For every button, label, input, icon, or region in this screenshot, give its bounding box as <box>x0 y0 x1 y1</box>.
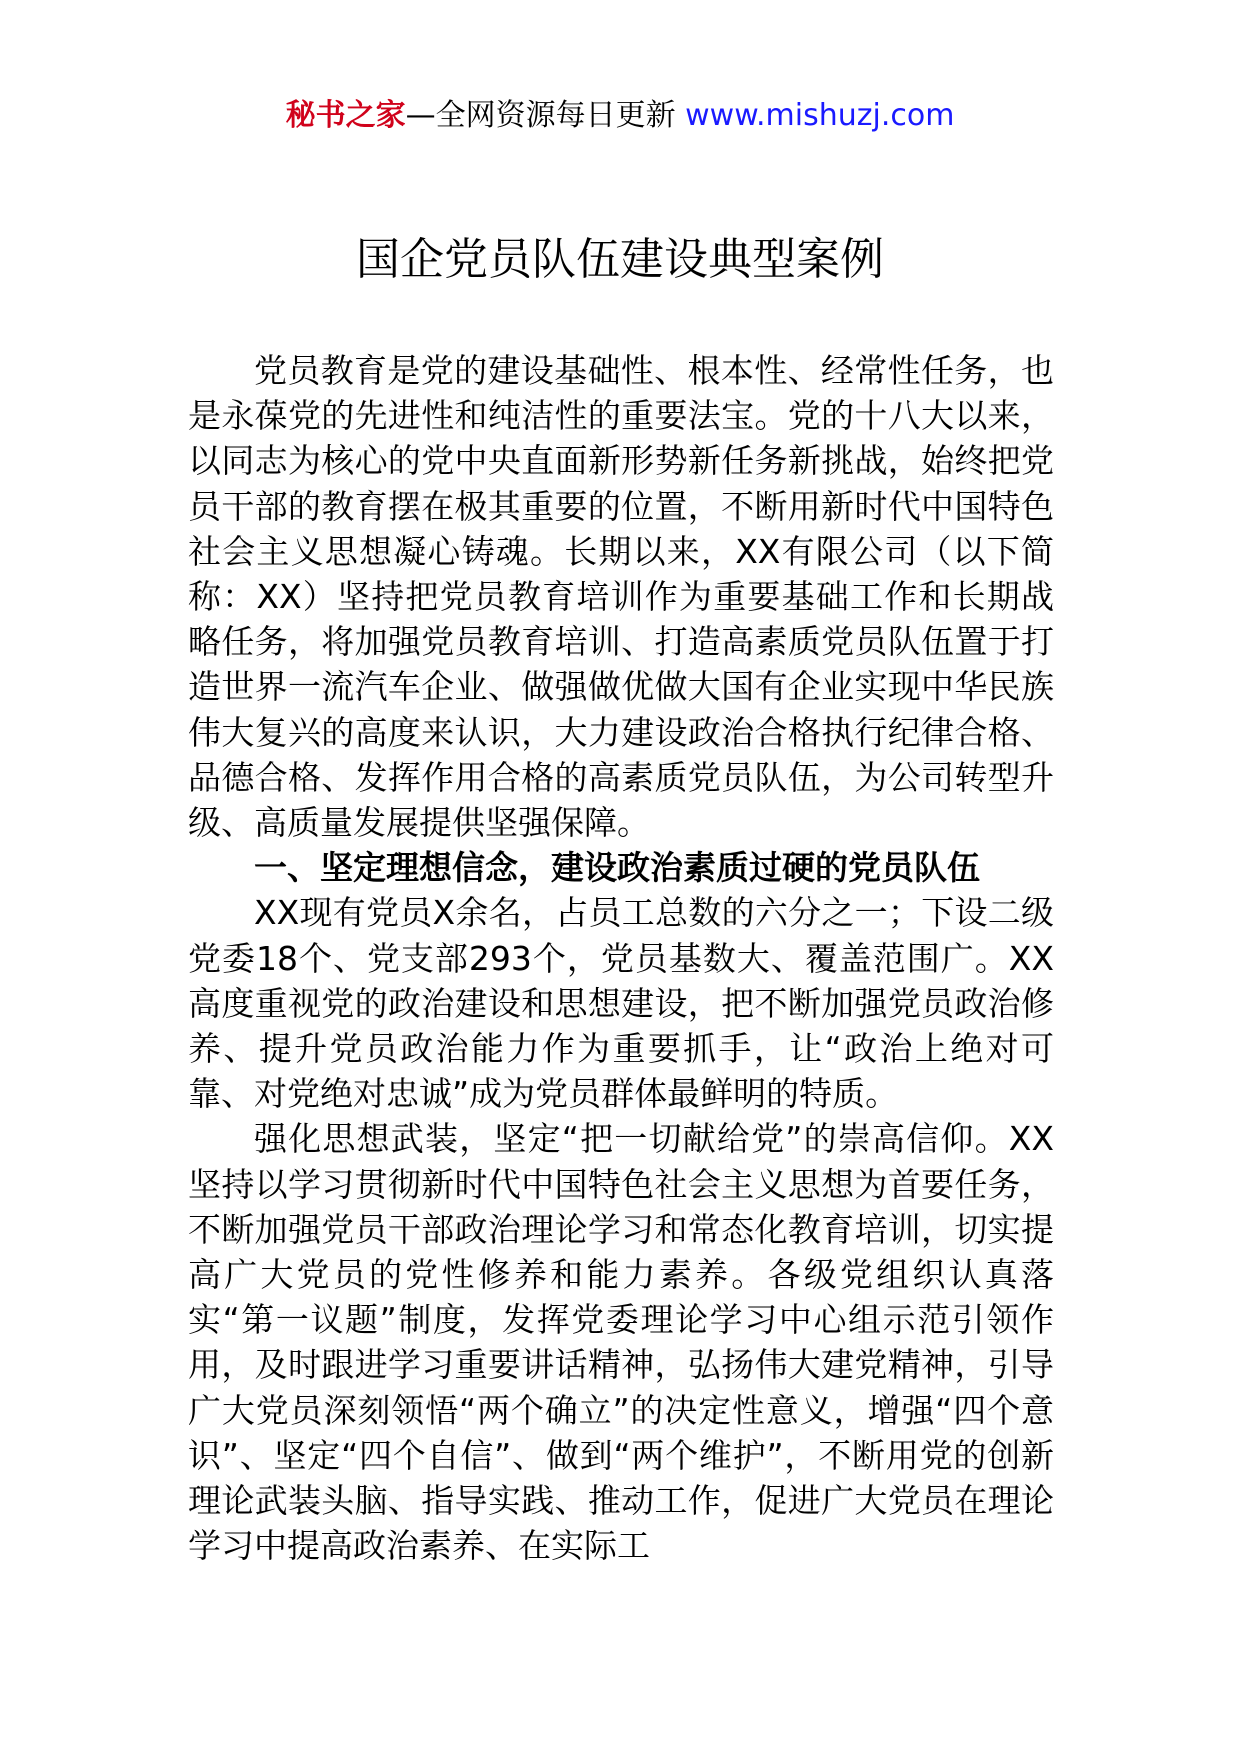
site-tagline: —全网资源每日更新 <box>405 98 676 133</box>
site-banner <box>0 96 1240 136</box>
site-url-link[interactable]: www.mishuzj.com <box>685 98 955 133</box>
section-heading: 一、坚定理想信念，建设政治素质过硬的党员队伍 <box>254 848 980 888</box>
document-title: 国企党员队伍建设典型案例 <box>356 234 884 285</box>
site-brand: 秘书之家 <box>285 98 406 133</box>
document-body <box>188 348 1054 1568</box>
paragraph-intro: 党员教育是党的建设基础性、根本性、经常性任务，也是永葆党的先进性和纯洁性的重要法宝。党的十八大以来，以同志为核心的党中央直面新形势新任务新挑战，始终把党员干部的教育摆在极其重要的位置，不断用新时代中国特色社会主义思想凝心铸魂。长期以来，XX有限公司（以下简称：XX）坚持把党员教育培训作为重要基础工作和长期战略任务，将加强党员教育培训、打造高素质党员队伍置于打造世界一流汽车企业、做强做优做大国有企业实现中华民族伟大复兴的高度来认识，大力建设政治合格执行纪律合格、品德合格、发挥作用合格的高素质党员队伍，为公司转型升级、高质量发展提供坚强保障。 <box>188 351 1054 843</box>
paragraph-thought: 强化思想武装，坚定“把一切献给党”的崇高信仰。XX坚持以学习贯彻新时代中国特色社会主义思想为首要任务，不断加强党员干部政治理论学习和常态化教育培训，切实提高广大党员的党性修养和能力素养。各级党组织认真落实“第一议题”制度，发挥党委理论学习中心组示范引领作用，及时跟进学习重要讲话精神，弘扬伟大建党精神，引导广大党员深刻领悟“两个确立”的决定性意义，增强“四个意识”、坚定“四个自信”、做到“两个维护”，不断用党的创新理论武装头脑、指导实践、推动工作，促进广大党员在理论学习中提高政治素养、在实际工 <box>188 1119 1054 1566</box>
paragraph-overview: XX现有党员X余名，占员工总数的六分之一；下设二级党委18个、党支部293个，党员基数大、覆盖范围广。XX高度重视党的政治建设和思想建设，把不断加强党员政治修养、提升党员政治能力作为重要抓手，让“政治上绝对可靠、对党绝对忠诚”成为党员群体最鲜明的特质。 <box>188 893 1054 1114</box>
